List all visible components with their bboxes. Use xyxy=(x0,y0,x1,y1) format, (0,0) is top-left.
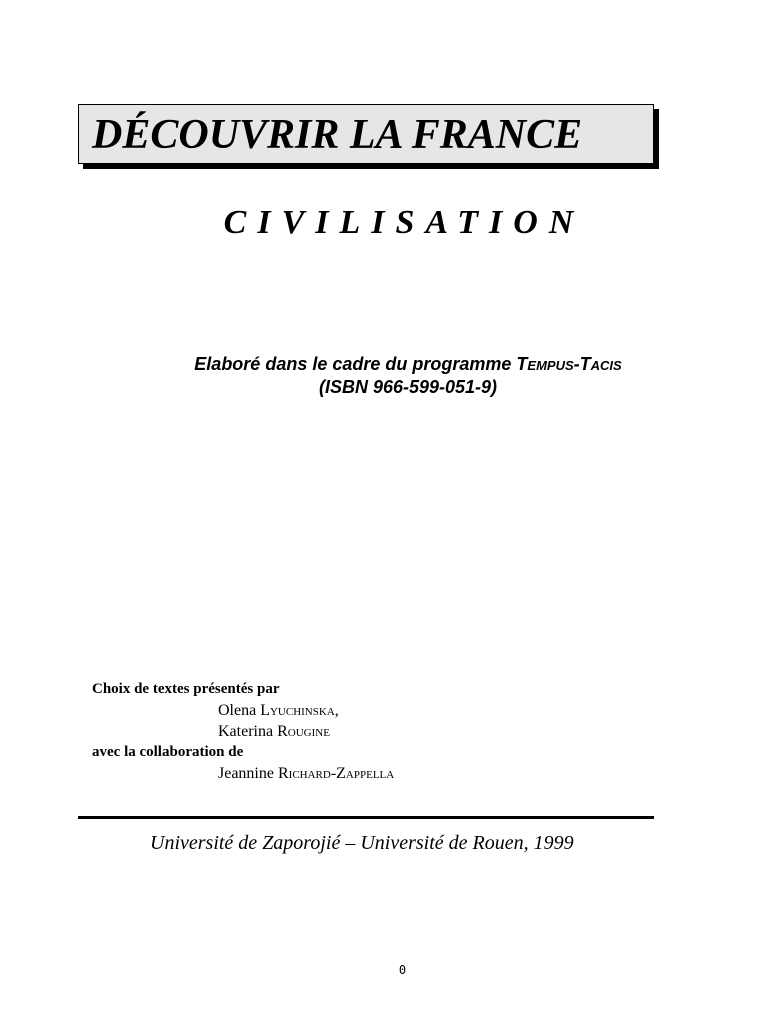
selection-label: Choix de textes présentés par xyxy=(92,681,280,697)
author-first-name: Olena xyxy=(218,702,257,719)
horizontal-rule xyxy=(78,816,654,819)
universities-line: Université de Zaporojié – Université de Rouen, 1999 xyxy=(150,832,574,854)
page-number: 0 xyxy=(398,963,407,977)
collaboration-label: avec la collaboration de xyxy=(92,744,244,760)
collaborator-first-name: Jeannine xyxy=(218,765,274,782)
author-name xyxy=(92,721,652,742)
isbn-line: (ISBN 966-599-051-9) xyxy=(318,377,498,397)
document-title: DÉCOUVRIR LA FRANCE xyxy=(92,112,583,158)
title-box xyxy=(78,104,654,164)
author-suffix: , xyxy=(334,702,339,719)
collaborator-last-name: Richard-Zappella xyxy=(277,765,395,782)
program-info xyxy=(108,353,708,399)
author-first-name: Katerina xyxy=(218,723,274,740)
program-name: Tempus-Tacis xyxy=(516,354,622,374)
program-line xyxy=(108,353,708,376)
author-name xyxy=(92,700,652,721)
credits-block xyxy=(92,679,652,784)
author-last-name: Lyuchinska xyxy=(260,702,335,719)
document-subtitle: CIVILISATION xyxy=(223,204,585,241)
collaborator-name xyxy=(92,763,652,784)
program-line-prefix: Elaboré dans le cadre du programme xyxy=(194,354,517,374)
author-last-name: Rougine xyxy=(277,723,330,740)
